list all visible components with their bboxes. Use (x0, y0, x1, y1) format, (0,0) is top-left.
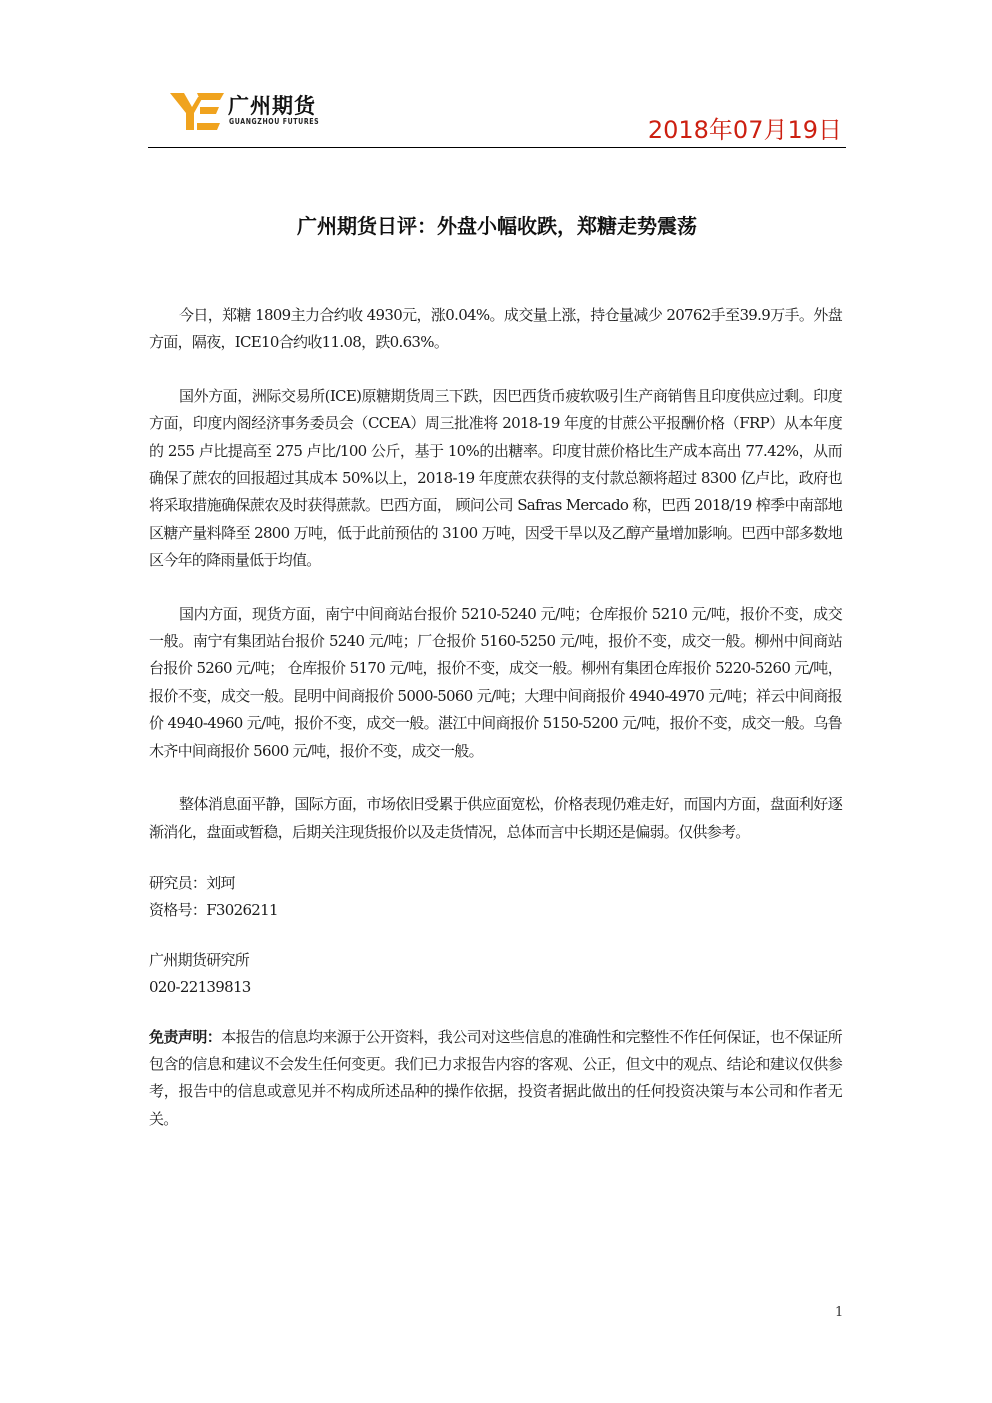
institute-name: 广州期货研究所 (149, 950, 250, 969)
header-divider (148, 147, 846, 148)
disclaimer-label: 免责声明： (149, 1027, 222, 1046)
researcher-name: 研究员：刘珂 (149, 873, 235, 892)
report-title: 广州期货日评：外盘小幅收跌，郑糖走势震荡 (297, 214, 697, 238)
paragraph-conclusion: 整体消息面平静，国际方面，市场依旧受累于供应面宽松，价格表现仍难走好，而国内方面，盘面利好逐渐消化，盘面或暂稳，后期关注现货报价以及走货情况，总体而言中长期还是偏弱。仅供参考。 (149, 795, 842, 841)
paragraph-domestic: 国内方面，现货方面，南宁中间商站台报价 5210-5240 元/吨；仓库报价 5210 元/吨，报价不变，成交一般。南宁有集团站台报价 5240 元/吨；厂仓报价 5160-5250 元/吨，报价不变，成交一般。柳州中间商站台报价 5260 元/吨； 仓库报价 5170 元/吨，报价不变，成交一般。柳州有集团仓库报价 5220-5260 元/吨，报价不变，成交一般。昆明中间商报价 5000-5060 元/吨；大理中间商报价 4940-4970 元/吨；祥云中间商报价 4940-4960 元/吨，报价不变，成交一般。湛江中间商报价 5150-5200 元/吨，报价不变，成交一般。乌鲁木齐中间商报价 5600 元/吨，报价不变，成交一般。 (149, 604, 842, 760)
paragraph-market-summary: 今日，郑糖 1809主力合约收 4930元，涨0.04%。成交量上涨，持仓量减少 20762手至39.9万手。外盘方面，隔夜，ICE10合约收11.08，跌0.63%。 (149, 306, 842, 352)
report-date: 2018年07月19日 (647, 116, 842, 144)
disclaimer (149, 1024, 842, 1134)
logo-company-name: 广州期货 (228, 94, 316, 118)
institute-phone: 020-22139813 (149, 978, 251, 997)
page-number: 1 (835, 1305, 844, 1320)
guangzhou-futures-logo-icon (170, 90, 224, 132)
researcher-license: 资格号：F3026211 (149, 901, 278, 920)
page-header (148, 80, 846, 148)
logo-company-name-english: GUANGZHOU FUTURES (229, 117, 320, 126)
disclaimer-text: 本报告的信息均来源于公开资料，我公司对这些信息的准确性和完整性不作任何保证，也不保证所包含的信息和建议不会发生任何变更。我们已力求报告内容的客观、公正，但文中的观点、结论和建议仅供参考，报告中的信息或意见并不构成所述品种的操作依据，投资者据此做出的任何投资决策与本公司和作者无关。 (149, 1027, 842, 1128)
report-body (149, 302, 842, 1159)
paragraph-international: 国外方面，洲际交易所(ICE)原糖期货周三下跌，因巴西货币疲软吸引生产商销售且印度供应过剩。印度方面，印度内阁经济事务委员会（CCEA）周三批准将 2018-19 年度的甘蔗公平报酬价格（FRP）从本年度的 255 卢比提高至 275 卢比/100 公斤，基于 10%的出糖率。印度甘蔗价格比生产成本高出 77.42%，从而确保了蔗农的回报超过其成本 50%以上，2018-19 年度蔗农获得的支付款总额将超过 8300 亿卢比，政府也将采取措施确保蔗农及时获得蔗款。巴西方面， 顾问公司 Safras Mercado 称，巴西 2018/19 榨季中南部地区糖产量料降至 2800 万吨，低于此前预估的 3100 万吨，因受干旱以及乙醇产量增加影响。巴西中部多数地区今年的降雨量低于均值。 (149, 386, 842, 570)
